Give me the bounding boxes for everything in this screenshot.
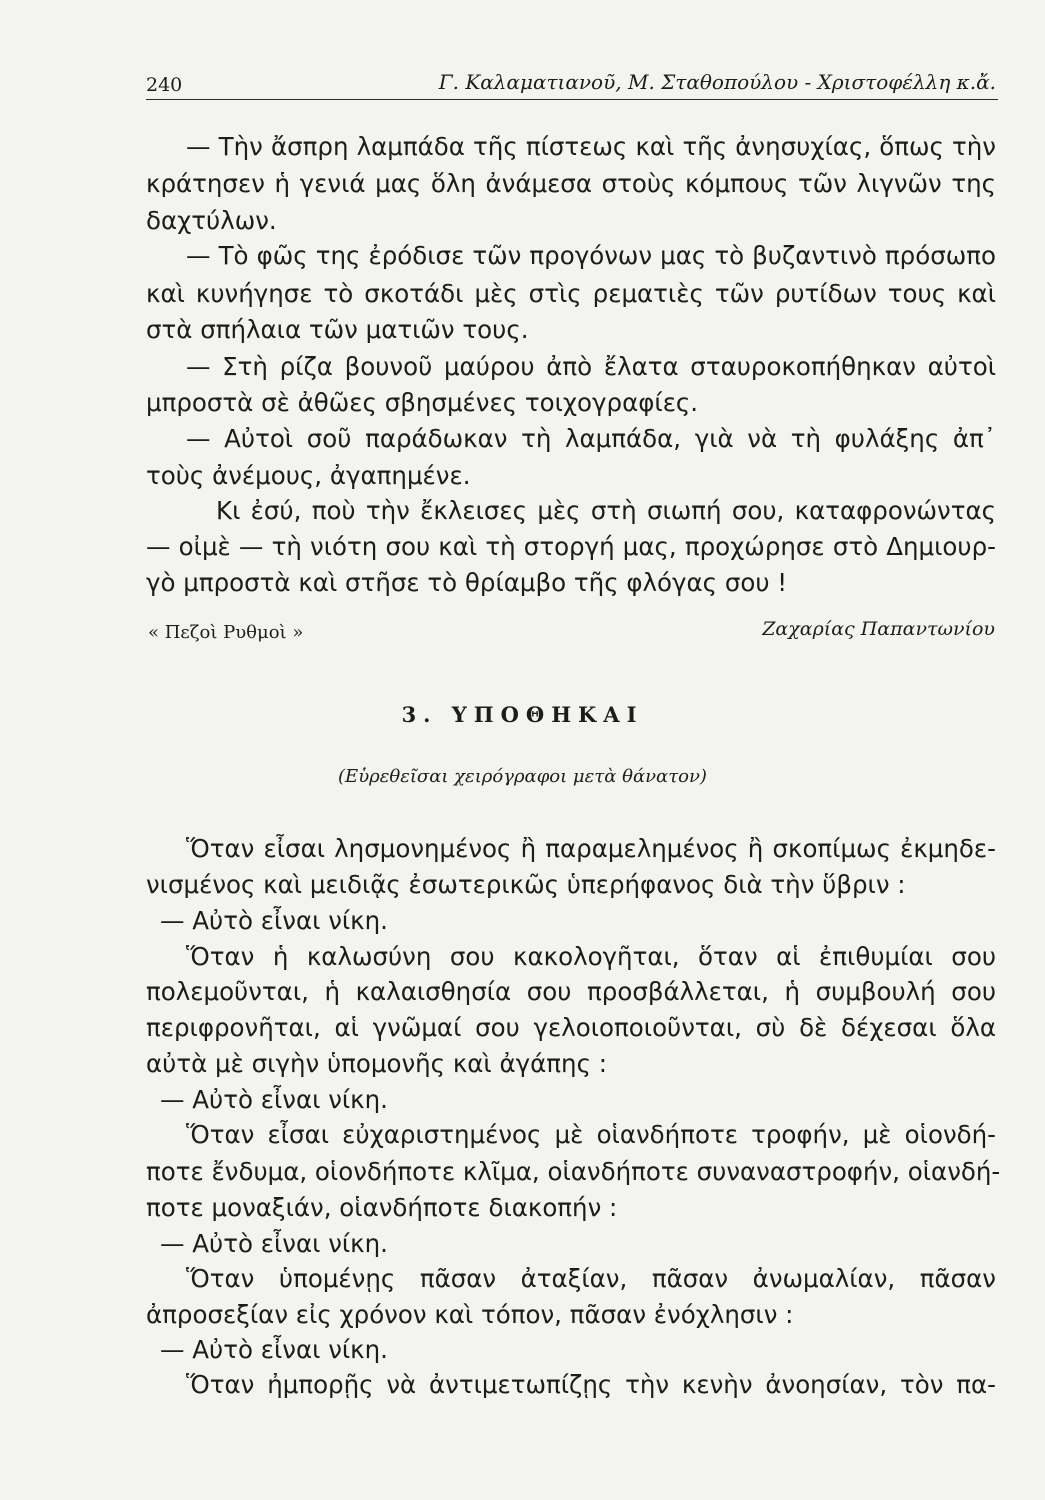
poem-line: — οἰμὲ — τὴ νιότη σου καὶ τὴ στοργή μας, προχώρησε στὸ Δημιουρ- [146, 532, 996, 561]
section-line: περιφρονῆται, αἱ γνῶμαί σου γελοιοποιοῦνται, σὺ δὲ δέχεσαι ὅλα [146, 1013, 996, 1042]
poem-line: μπροστὰ σὲ ἀθῶες σβησμένες τοιχογραφίες. [146, 388, 699, 417]
header-rule [146, 99, 998, 100]
section-line: — Αὐτὸ εἶναι νίκη. [160, 1085, 388, 1114]
poem-line: κράτησεν ἡ γενιά μας ὅλη ἀνάμεσα στοὺς κόμπους τῶν λιγνῶν της [146, 169, 996, 198]
section-line: Ὅταν ἡ καλωσύνη σου κακολογῆται, ὅταν αἱ ἐπιθυμίαι σου [186, 942, 996, 971]
section-line: ποτε ἔνδυμα, οἱονδήποτε κλῖμα, οἱανδήποτε συναναστροφήν, οἱανδή- [146, 1157, 1001, 1186]
section-line: πολεμοῦνται, ἡ καλαισθησία σου προσβάλλεται, ἡ συμβουλή σου [146, 977, 996, 1006]
section-line: νισμένος καὶ μειδιᾷς ἐσωτερικῶς ὑπερήφανος διὰ τὴν ὕβριν : [146, 870, 906, 899]
poem-line: — Αὐτοὶ σοῦ παράδωκαν τὴ λαμπάδα, γιὰ νὰ τὴ φυλάξης ἀπ᾿ [186, 424, 996, 453]
page-number: 240 [146, 74, 183, 96]
section-line: Ὅταν εἶσαι λησμονημένος ἢ παραμελημένος ἢ σκοπίμως ἐκμηδε- [186, 834, 996, 863]
section-line: ἀπροσεξίαν εἰς χρόνον καὶ τόπον, πᾶσαν ἐνόχλησιν : [146, 1300, 794, 1329]
poem-line: δαχτύλων. [146, 206, 277, 235]
section-line: Ὅταν εἶσαι εὐχαριστημένος μὲ οἱανδήποτε τροφήν, μὲ οἱονδή- [186, 1120, 996, 1149]
section-subtitle: (Εὑρεθεῖσαι χειρόγραφοι μετὰ θάνατον) [338, 766, 707, 787]
running-title: Γ. Καλαματιανοῦ, Μ. Σταθοπούλου - Χριστοφέλλη κ.ἄ. [438, 70, 996, 94]
poem-source: « Πεζοὶ Ρυθμοὶ » [148, 622, 304, 643]
poem-line: — Τὴν ἄσπρη λαμπάδα τῆς πίστεως καὶ τῆς ἀνησυχίας, ὅπως τὴν [186, 132, 996, 161]
poem-line: καὶ κυνήγησε τὸ σκοτάδι μὲς στὶς ρεματιὲς τῶν ρυτίδων τους καὶ [146, 279, 996, 308]
section-line: — Αὐτὸ εἶναι νίκη. [160, 1335, 388, 1364]
page-header [146, 66, 998, 100]
section-line: αὐτὰ μὲ σιγὴν ὑπομονῆς καὶ ἀγάπης : [146, 1049, 607, 1078]
section-line: ποτε μοναξιάν, οἱανδήποτε διακοπήν : [146, 1193, 618, 1222]
poem-line: — Στὴ ρίζα βουνοῦ μαύρου ἀπὸ ἔλατα σταυροκοπήθηκαν αὐτοὶ [186, 352, 996, 381]
poem-line: τοὺς ἀνέμους, ἀγαπημένε. [146, 461, 471, 490]
section-line: — Αὐτὸ εἶναι νίκη. [160, 906, 388, 935]
poem-line: Κι ἐσύ, ποὺ τὴν ἔκλεισες μὲς στὴ σιωπή σου, καταφρονώντας [216, 496, 996, 525]
section-line: Ὅταν ἠμπορῇς νὰ ἀντιμετωπίζῃς τὴν κενὴν ἀνοησίαν, τὸν πα- [186, 1370, 996, 1399]
section-line: — Αὐτὸ εἶναι νίκη. [160, 1229, 388, 1258]
poem-line: στὰ σπήλαια τῶν ματιῶν τους. [146, 315, 529, 344]
section-heading: 3. ΥΠΟΘΗΚΑΙ [401, 702, 644, 727]
poem-line: — Τὸ φῶς της ἐρόδισε τῶν προγόνων μας τὸ βυζαντινὸ πρόσωπο [186, 241, 996, 270]
poem-author: Ζαχαρίας Παπαντωνίου [762, 618, 995, 640]
section-line: Ὅταν ὑπομένῃς πᾶσαν ἀταξίαν, πᾶσαν ἀνωμαλίαν, πᾶσαν [186, 1264, 996, 1293]
poem-line: γὸ μπροστὰ καὶ στῆσε τὸ θρίαμβο τῆς φλόγας σου ! [146, 568, 788, 597]
